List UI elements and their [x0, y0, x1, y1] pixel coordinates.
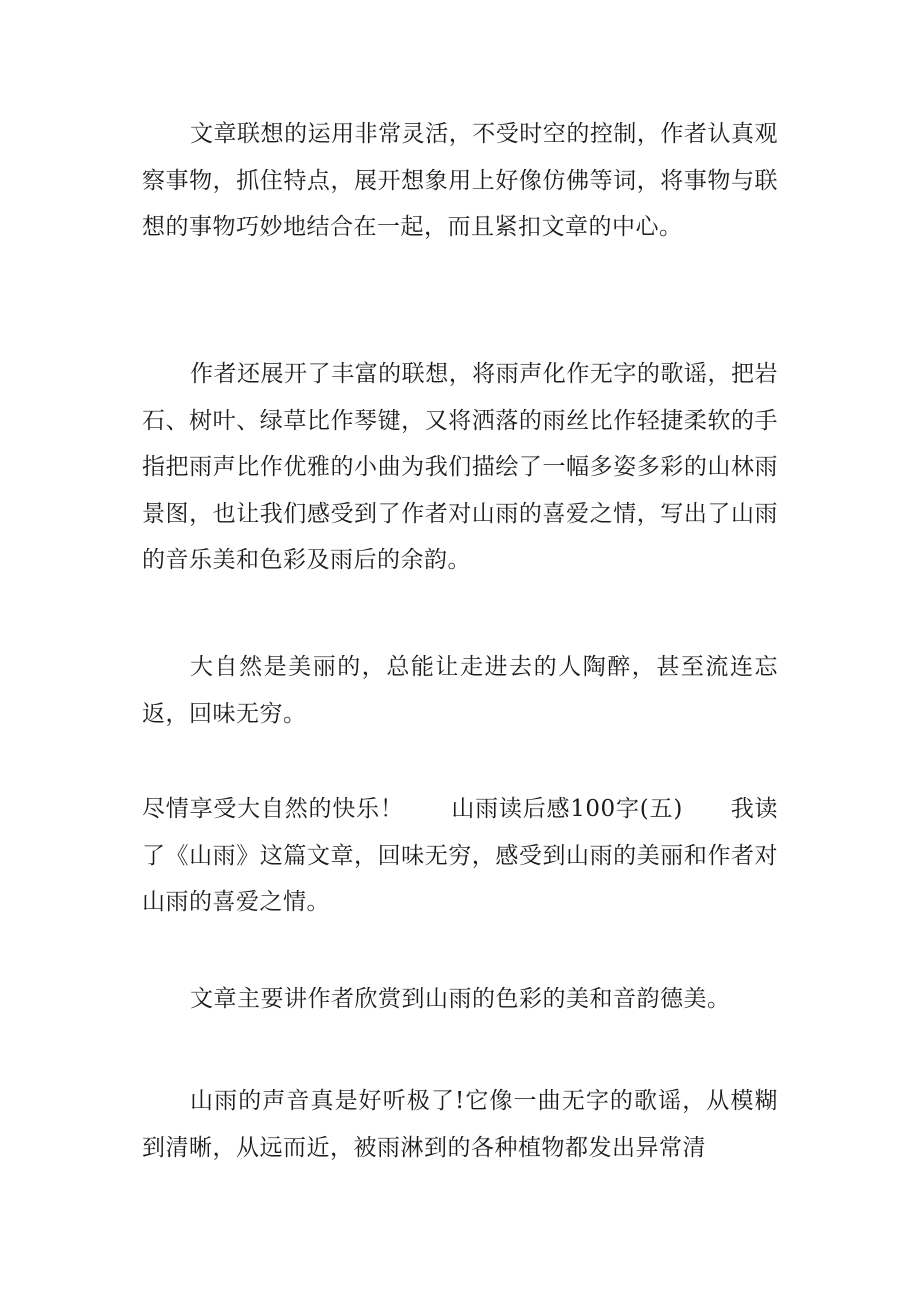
paragraph-rain-sound: 山雨的声音真是好听极了!它像一曲无字的歌谣，从模糊到清晰，从远而近，被雨淋到的各种植物都发出异常清: [142, 1088, 778, 1161]
paragraph-association: 文章联想的运用非常灵活，不受时空的控制，作者认真观察事物，抓住特点，展开想象用上好像仿佛等词，将事物与联想的事物巧妙地结合在一起，而且紧扣文章的中心。: [142, 121, 778, 240]
paragraph-nature: 大自然是美丽的，总能让走进去的人陶醉，甚至流连忘返，回味无穷。: [142, 654, 778, 727]
paragraph-enjoy-nature: 尽情享受大自然的快乐！ 山雨读后感100字(五) 我读了《山雨》这篇文章，回味无穷，感受到山雨的美丽和作者对山雨的喜爱之情。: [142, 796, 778, 915]
paragraph-imagination: 作者还展开了丰富的联想，将雨声化作无字的歌谣，把岩石、树叶、绿草比作琴键，又将洒落的雨丝比作轻捷柔软的手指把雨声比作优雅的小曲为我们描绘了一幅多姿多彩的山林雨景图，也让我们感受到了作者对山雨的喜爱之情，写出了山雨的音乐美和色彩及雨后的余韵。: [142, 361, 778, 573]
paragraph-main-idea: 文章主要讲作者欣赏到山雨的色彩的美和音韵德美。: [190, 986, 731, 1012]
